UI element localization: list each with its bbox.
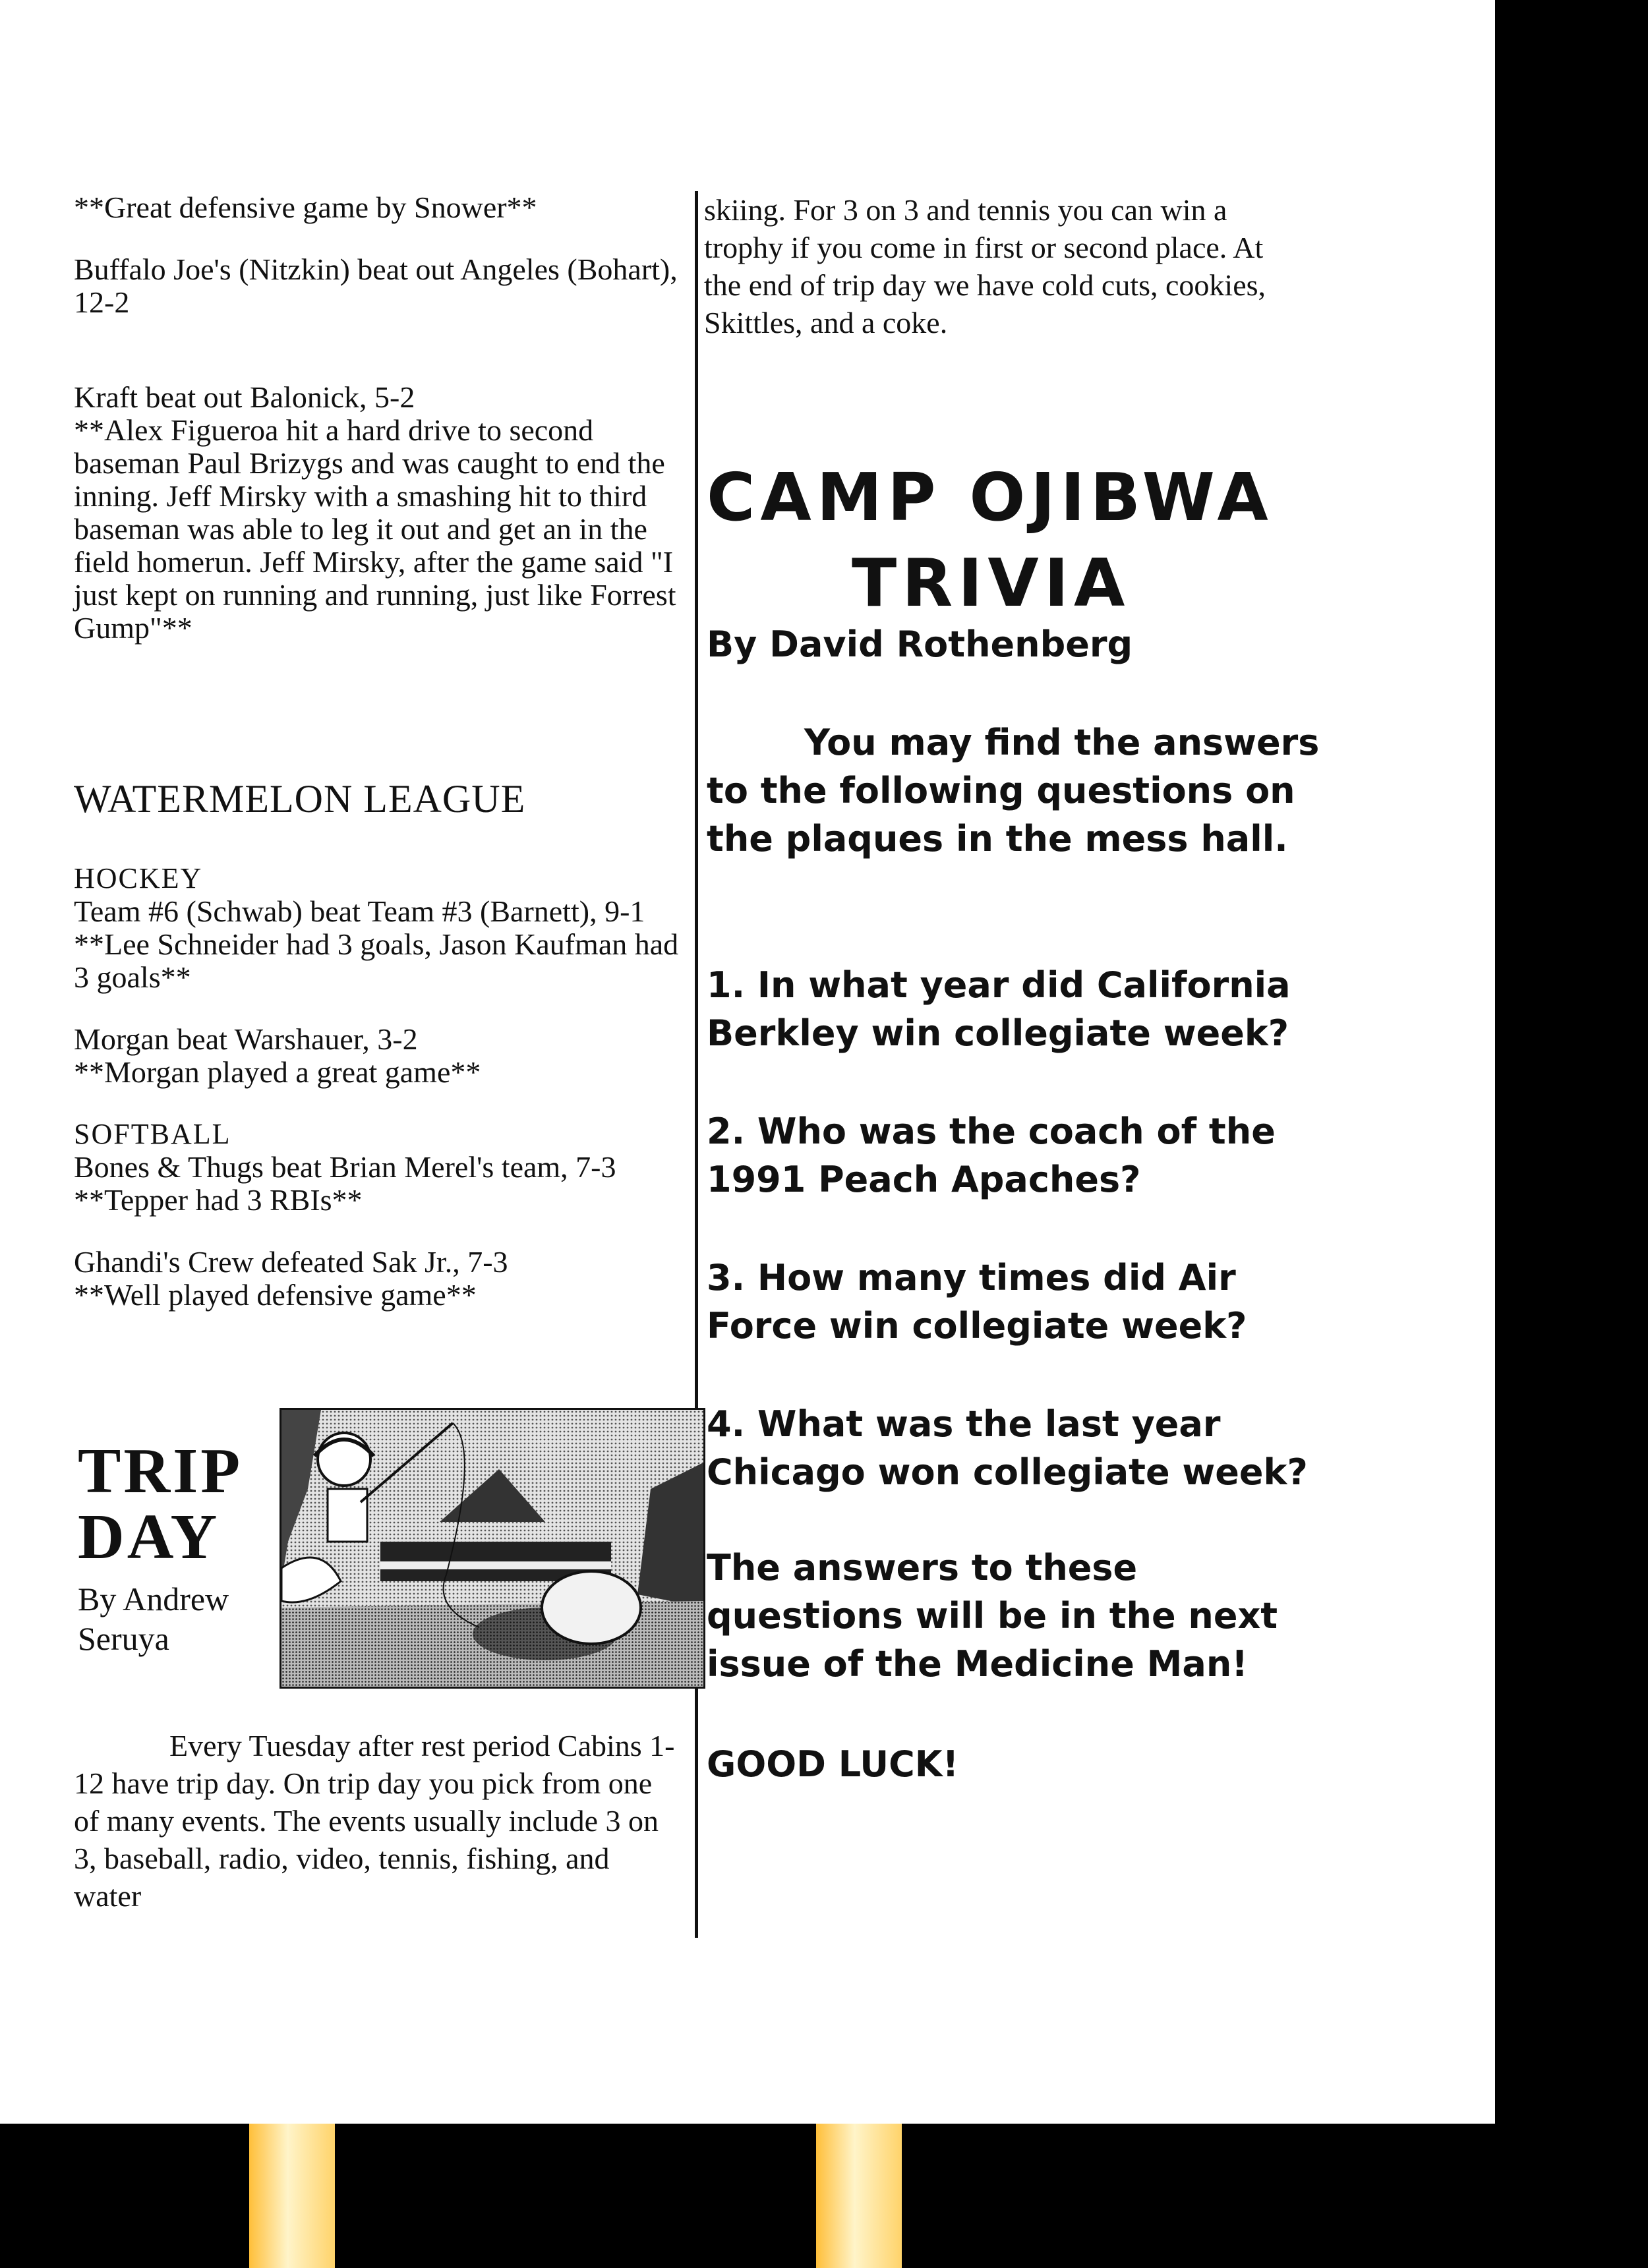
result-note: **Great defensive game by Snower**: [74, 190, 537, 224]
sports-results-top: [74, 191, 680, 645]
result-line: Bones & Thugs beat Brian Merel's team, 7-3: [74, 1150, 616, 1184]
result-note: **Alex Figueroa hit a hard drive to second baseman Paul Brizygs and was caught to end the inning. Jeff Mirsky with a smashing hit to third baseman was able to leg it out and get an in the field homerun. Jeff Mirsky, after the game said "I just kept on running and running, just like Forrest Gump"**: [74, 413, 676, 645]
trivia-closing: The answers to these questions will be in the next issue of the Medicine Man!: [707, 1547, 1278, 1685]
trip-day-byline-line1: By Andrew: [78, 1581, 229, 1617]
trivia-signoff: GOOD LUCK!: [707, 1743, 959, 1785]
trivia-title-line1: CAMP OJIBWA: [707, 459, 1274, 536]
fishing-scene-icon: [280, 1408, 705, 1689]
trivia-byline: By David Rothenberg: [707, 624, 1133, 665]
result-note: **Morgan played a great game**: [74, 1055, 481, 1089]
result-line: Kraft beat out Balonick, 5-2: [74, 380, 415, 414]
trivia-intro: [707, 718, 1326, 863]
trip-day-byline-line2: Seruya: [78, 1620, 169, 1657]
binding-glow-right: [816, 2124, 902, 2268]
result-note: **Well played defensive game**: [74, 1278, 477, 1312]
hockey-label: HOCKEY: [74, 862, 203, 894]
trip-day-title: [78, 1436, 243, 1573]
trivia-question: 3. How many times did Air Force win collegiate week?: [707, 1257, 1247, 1347]
trivia-title-line2: TRIVIA: [852, 544, 1131, 622]
trip-day-body: Every Tuesday after rest period Cabins 1- 12 have trip day. On trip day you pick from one of many events. The events usually include 3 on 3, baseball, radio, video, tennis, fishing, and water: [74, 1729, 675, 1913]
trip-day-continued: skiing. For 3 on 3 and tennis you can win a trophy if you come in first or second place. At the end of trip day we have cold cuts, cookies, Skittles, and a coke.: [704, 193, 1266, 339]
trivia-intro-text: You may find the answers to the following questions on the plaques in the mess hall.: [707, 722, 1320, 859]
result-note: **Tepper had 3 RBIs**: [74, 1183, 363, 1217]
result-line: Team #6 (Schwab) beat Team #3 (Barnett), 9-1: [74, 894, 645, 928]
scan-border-right: [1495, 0, 1648, 2124]
trivia-title: [707, 455, 1300, 626]
trivia-question: 2. Who was the coach of the 1991 Peach Apaches?: [707, 1111, 1276, 1200]
result-note: **Lee Schneider had 3 goals, Jason Kaufman had 3 goals**: [74, 927, 679, 994]
result-line: Ghandi's Crew defeated Sak Jr., 7-3: [74, 1245, 508, 1279]
trip-day-article: [74, 1727, 680, 1915]
trip-day-byline: [78, 1579, 229, 1658]
trip-day-title-line2: DAY: [78, 1501, 220, 1573]
trivia-question: 1. In what year did California Berkley win collegiate week?: [707, 964, 1291, 1054]
watermelon-results: [74, 862, 680, 1312]
trip-day-title-line1: TRIP: [78, 1436, 243, 1507]
binding-glow-left: [249, 2124, 335, 2268]
trivia-question: 4. What was the last year Chicago won collegiate week?: [707, 1403, 1308, 1493]
result-line: Morgan beat Warshauer, 3-2: [74, 1022, 418, 1056]
watermelon-league-heading: WATERMELON LEAGUE: [74, 777, 526, 821]
result-line: Buffalo Joe's (Nitzkin) beat out Angeles (Bohart), 12-2: [74, 252, 678, 319]
softball-label: SOFTBALL: [74, 1118, 231, 1150]
